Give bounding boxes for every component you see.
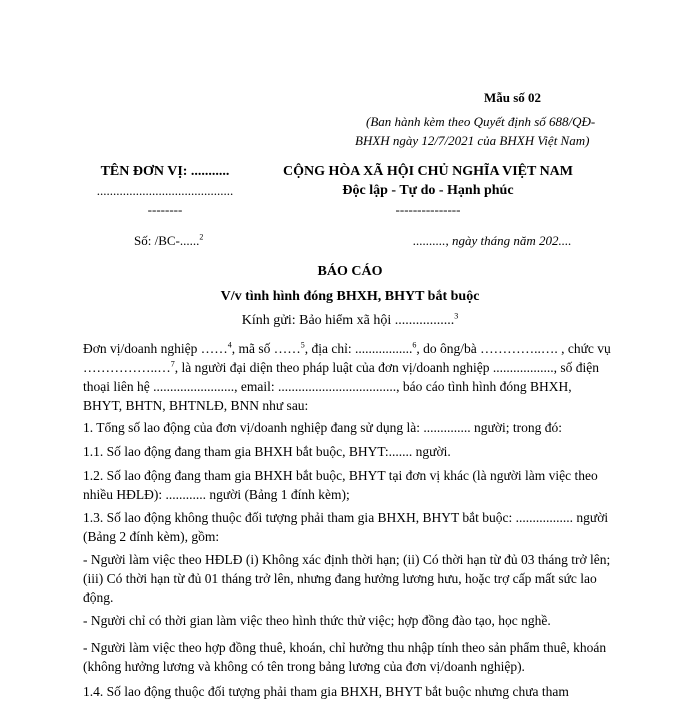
motto: Độc lập - Tự do - Hạnh phúc xyxy=(342,183,514,198)
item-dash-1: - Người làm việc theo HĐLĐ (i) Không xác định thời hạn; (ii) Có thời hạn từ đủ 03 tháng trở lên; (iii) Có thời hạn từ đủ 01 tháng trở lên, nhưng đang hưởng lương hưu, hoặc trợ cấp mất sức lao động. xyxy=(83,552,611,605)
unit-dots: .......................................... xyxy=(96,183,234,198)
footnote-ref: 3 xyxy=(454,311,459,321)
report-title: BÁO CÁO xyxy=(317,264,383,279)
item-1-1: 1.1. Số lao động đang tham gia BHXH bắt buộc, BHYT:....... người. xyxy=(83,444,451,459)
document-date: .........., ngày tháng năm 202.... xyxy=(413,233,572,248)
item-dash-2: - Người chỉ có thời gian làm việc theo hình thức thử việc; hợp đồng đào tạo, học nghề. xyxy=(83,613,551,628)
item-dash-3: - Người làm việc theo hợp đồng thuê, khoán, chỉ hưởng thu nhập tính theo sản phẩm thuê, khoán (không hưởng lương và không có tên trong bảng lương của đơn vị/doanh nghiệp). xyxy=(83,640,607,674)
unit-dash: -------- xyxy=(147,202,183,217)
item-1-4: 1.4. Số lao động thuộc đối tượng phải tham gia BHXH, BHYT bắt buộc nhưng chưa tham xyxy=(83,684,569,699)
document-number xyxy=(134,233,203,249)
form-issued-line2: BHXH ngày 12/7/2021 của BHXH Việt Nam) xyxy=(355,133,590,148)
unit-label: TÊN ĐƠN VỊ: ........... xyxy=(100,164,230,179)
addressee xyxy=(0,313,700,329)
form-code: Mẫu số 02 xyxy=(484,90,542,105)
intro-text: , là người đại diện theo pháp luật của đơn vị/doanh nghiệp .................., số điện thoại liên hệ ........................, email: ..................................., báo cáo tình hình đóng BHXH, BHYT, BHTN, BHTNLĐ, BNN như sau: xyxy=(83,360,600,413)
intro-text: , mã số …… xyxy=(231,341,301,356)
intro-text: Đơn vị/doanh nghiệp …… xyxy=(83,341,228,356)
footnote-ref: 2 xyxy=(199,232,204,242)
footnote-ref: 7 xyxy=(170,359,175,369)
intro-text: , địa chỉ: ................. xyxy=(304,341,413,356)
footnote-ref: 4 xyxy=(227,340,232,350)
addressee-text: Kính gửi: Bảo hiểm xã hội ................. xyxy=(241,313,455,328)
form-issued-line1: (Ban hành kèm theo Quyết định số 688/QĐ- xyxy=(366,114,596,129)
item-1-2: 1.2. Số lao động đang tham gia BHXH bắt buộc, BHYT tại đơn vị khác (là người làm việc theo nhiều HĐLĐ): ............ người (Bảng 1 đính kèm); xyxy=(83,468,598,502)
document-number-text: Số: /BC-...... xyxy=(134,233,200,248)
intro-text: , do ông/bà …………..…. , chức vụ ……………..… xyxy=(83,341,611,375)
footnote-ref: 6 xyxy=(412,340,417,350)
country-name: CỘNG HÒA XÃ HỘI CHỦ NGHĨA VIỆT NAM xyxy=(282,164,573,179)
report-subject: V/v tình hình đóng BHXH, BHYT bắt buộc xyxy=(220,289,480,304)
intro-paragraph xyxy=(83,339,613,415)
item-1: 1. Tổng số lao động của đơn vị/doanh nghiệp đang sử dụng là: .............. người; trong đó: xyxy=(83,420,562,435)
item-1-3: 1.3. Số lao động không thuộc đối tượng phải tham gia BHXH, BHYT bắt buộc: ................. người (Bảng 2 đính kèm), gồm: xyxy=(83,510,609,544)
motto-dash: --------------- xyxy=(395,202,461,217)
footnote-ref: 5 xyxy=(300,340,305,350)
